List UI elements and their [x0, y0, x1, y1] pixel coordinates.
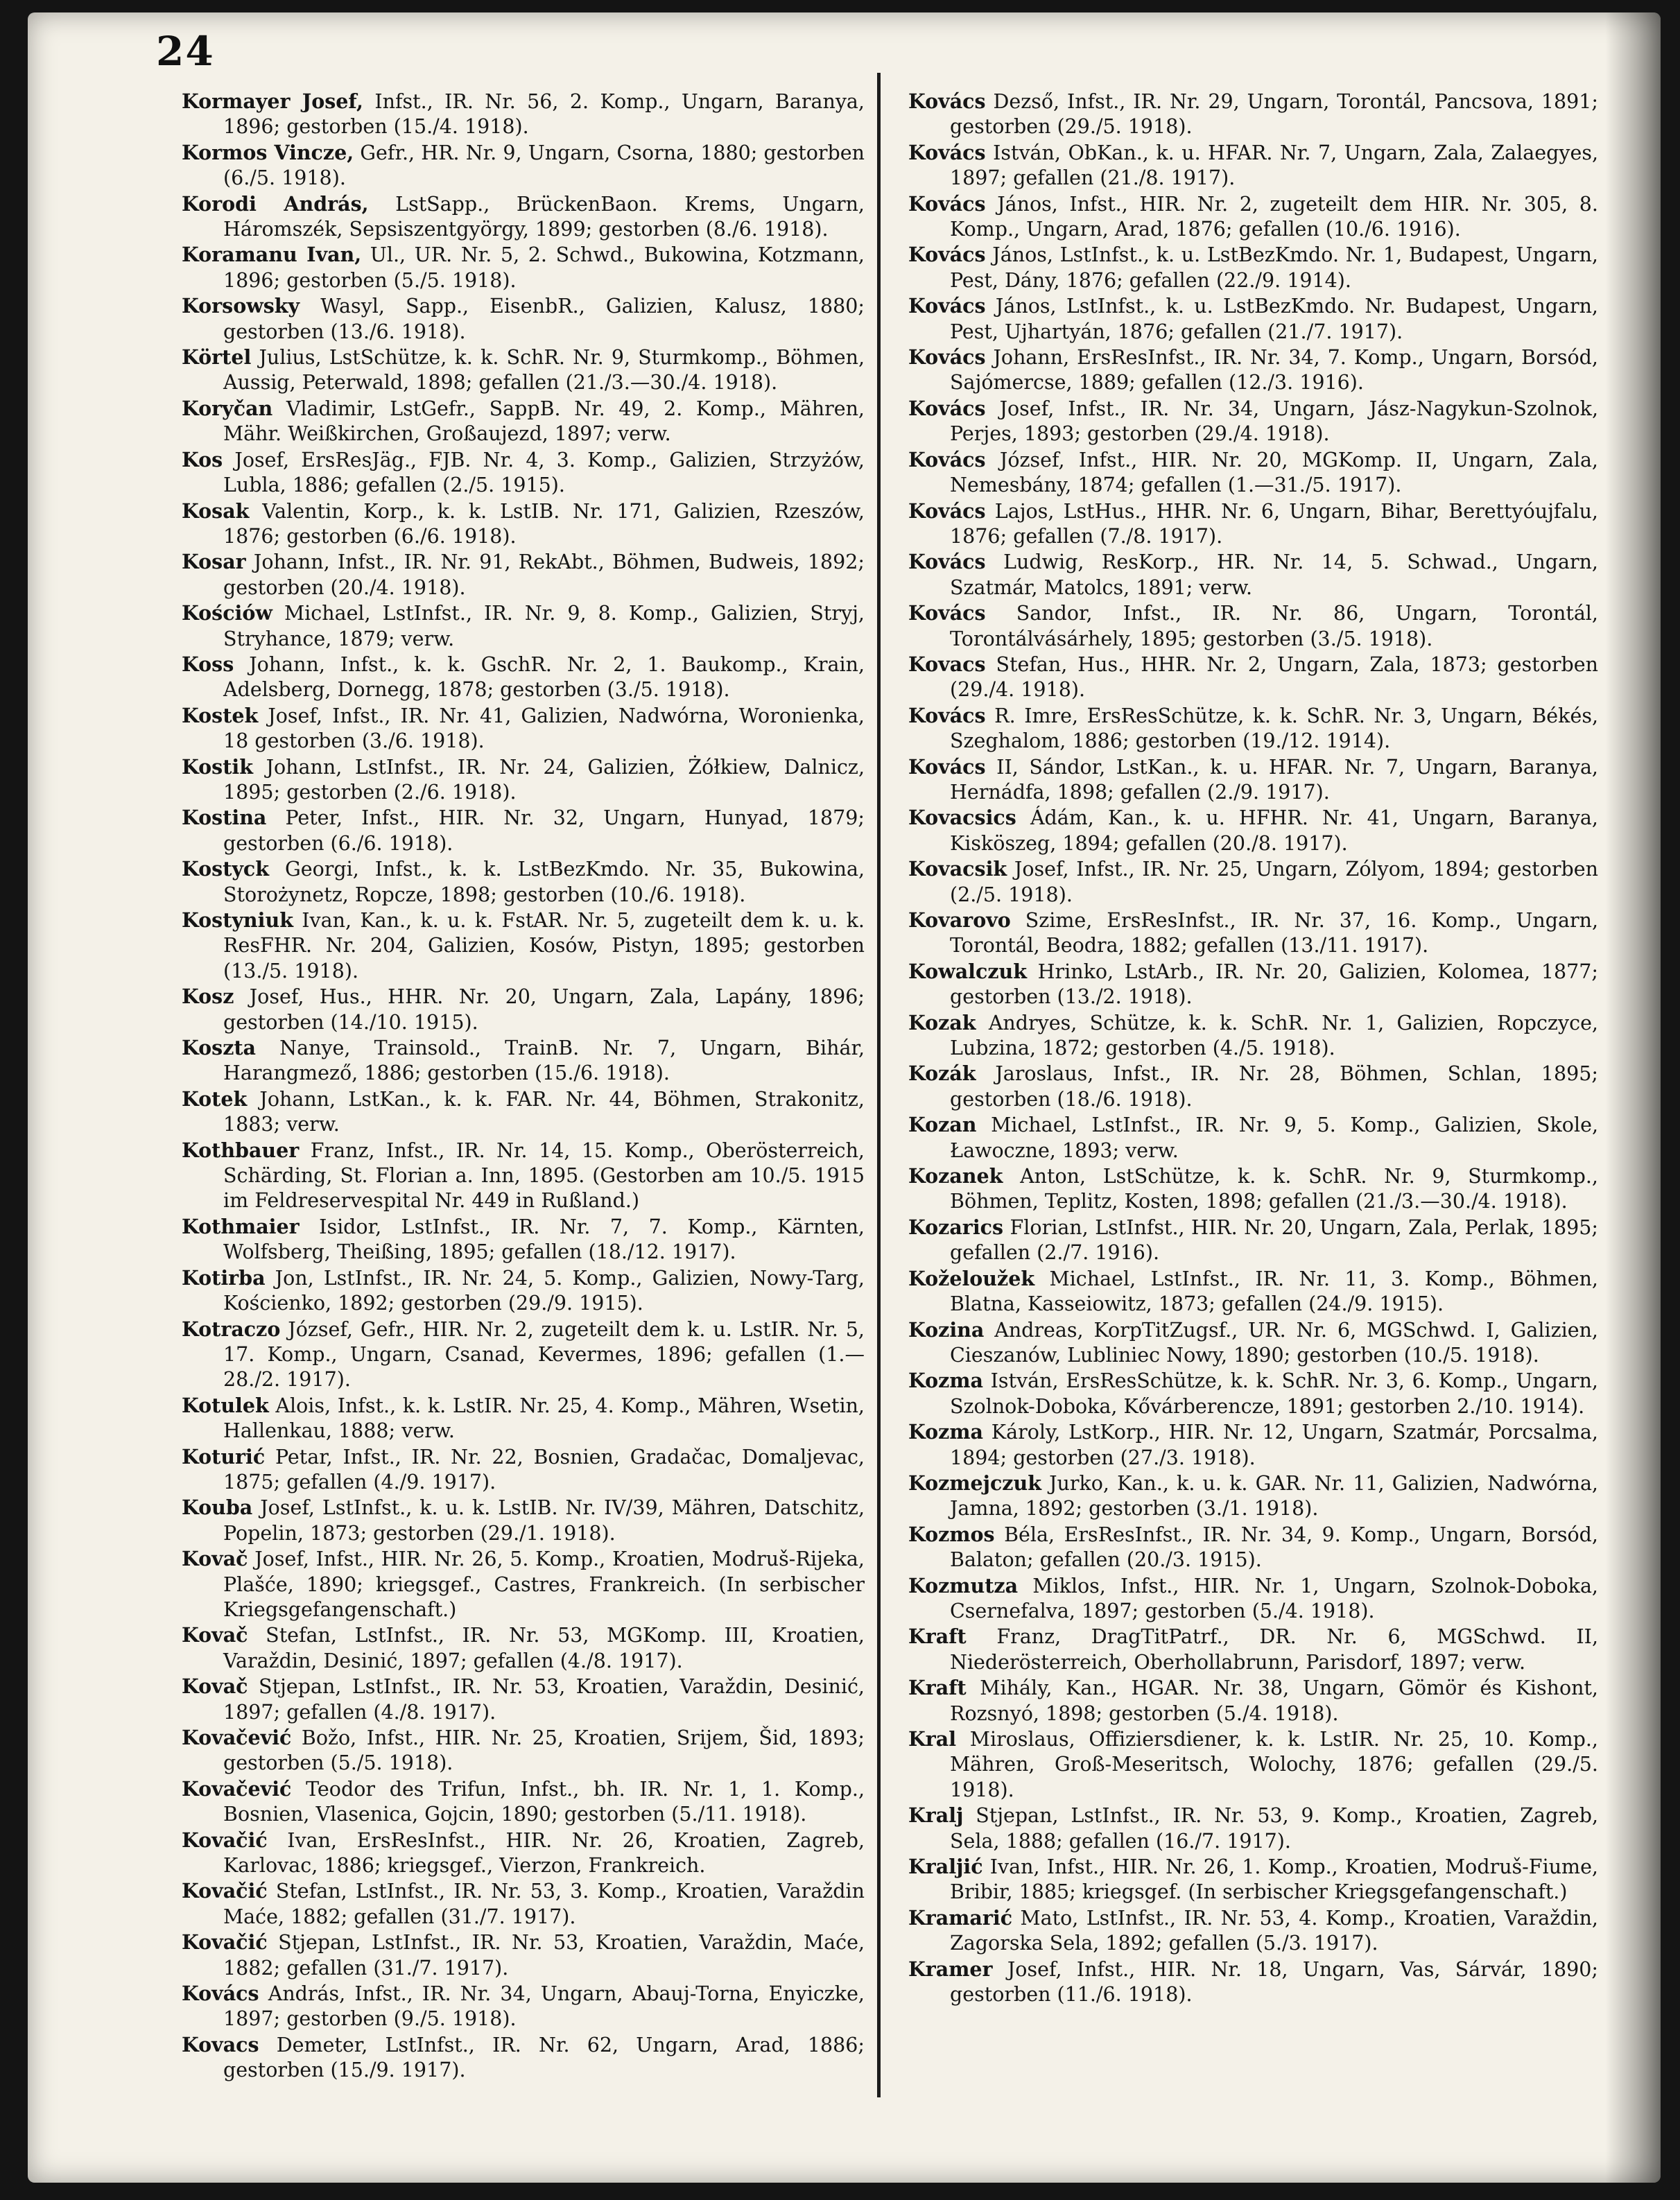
list-entry	[908, 1419, 1598, 1471]
list-entry	[182, 1776, 865, 1828]
entry-surname: Kozina	[908, 1317, 985, 1342]
entry-details: Johann, Infst., k. k. GschR. Nr. 2, 1. Baukomp., Krain, Adelsberg, Dornegg, 1878; gestorben (3./5. 1918).	[223, 652, 865, 702]
list-entry	[908, 1317, 1598, 1369]
entry-surname: Kovács	[908, 550, 986, 574]
entry-details: Josef, Infst., HIR. Nr. 26, 5. Komp., Kroatien, Modruš-Rijeka, Plašće, 1890; kriegsgef., Castres, Frankreich. (In serbischer Kriegsgefangenschaft.)	[223, 1548, 865, 1621]
entry-surname: Kormos Vincze,	[182, 140, 354, 164]
entry-surname: Kovács	[908, 294, 986, 318]
entry-surname: Kovacs	[908, 652, 986, 676]
entry-surname: Kozarics	[908, 1215, 1004, 1239]
entry-details: Božo, Infst., HIR. Nr. 25, Kroatien, Srijem, Šid, 1893; gestorben (5./5. 1918).	[223, 1726, 865, 1775]
list-entry	[908, 1905, 1598, 1957]
entry-surname: Kovács	[908, 601, 986, 625]
list-entry	[182, 396, 865, 447]
list-entry	[182, 447, 865, 499]
list-entry	[908, 242, 1598, 293]
list-entry	[908, 600, 1598, 652]
entry-surname: Kostek	[182, 703, 259, 727]
entry-details: Josef, LstInfst., k. u. k. LstIB. Nr. IV/39, Mähren, Datschitz, Popelin, 1873; gestorben (29./1. 1918).	[223, 1496, 865, 1545]
list-entry	[908, 549, 1598, 600]
list-entry	[182, 600, 865, 652]
list-entry	[182, 1444, 865, 1496]
list-entry	[908, 1957, 1598, 2008]
entry-details: Anton, LstSchütze, k. k. SchR. Nr. 9, Sturmkomp., Böhmen, Teplitz, Kosten, 1898; gefallen (21./3.—30./4. 1918).	[950, 1165, 1598, 1213]
entry-details: András, Infst., IR. Nr. 34, Ungarn, Abauj-Torna, Enyiczke, 1897; gestorben (9./5. 1918).	[223, 1982, 865, 2031]
entry-details: Jurko, Kan., k. u. k. GAR. Nr. 11, Galizien, Nadwórna, Jamna, 1892; gestorben (3./1. 1918).	[950, 1471, 1598, 1521]
entry-details: II, Sándor, LstKan., k. u. HFAR. Nr. 7, Ungarn, Baranya, Hernádfa, 1898; gefallen (2./9. 1917).	[950, 755, 1598, 804]
entry-details: Stefan, LstInfst., IR. Nr. 53, MGKomp. III, Kroatien, Varaždin, Desinić, 1897; gefallen (4./8. 1917).	[223, 1624, 865, 1672]
entry-details: R. Imre, ErsResSchütze, k. k. SchR. Nr. 3, Ungarn, Békés, Szeghalom, 1886; gestorben (19./12. 1914).	[950, 704, 1598, 753]
entry-details: Mihály, Kan., HGAR. Nr. 38, Ungarn, Gömör és Kishont, Rozsnyó, 1898; gestorben (5./4. 1918).	[950, 1677, 1598, 1725]
entry-surname: Kral	[908, 1727, 957, 1751]
entry-details: János, LstInfst., k. u. LstBezKmdo. Nr. 1, Budapest, Ungarn, Pest, Dány, 1876; gefallen (22./9. 1914).	[950, 243, 1598, 292]
entry-surname: Kozmos	[908, 1522, 995, 1546]
entry-details: Johann, LstInfst., IR. Nr. 24, Galizien, Żółkiew, Dalnicz, 1895; gestorben (2./6. 1918).	[223, 755, 865, 804]
entry-details: Valentin, Korp., k. k. LstIB. Nr. 171, Galizien, Rzeszów, 1876; gestorben (6./6. 1918).	[223, 499, 865, 548]
left-column	[182, 89, 865, 2084]
entry-surname: Kovarovo	[908, 908, 1011, 932]
list-entry	[182, 754, 865, 806]
entry-surname: Kraft	[908, 1676, 967, 1700]
entry-surname: Koryčan	[182, 396, 273, 420]
entry-surname: Kosz	[182, 985, 234, 1009]
entry-surname: Korodi András,	[182, 191, 369, 216]
entry-surname: Kovacsics	[908, 806, 1016, 830]
list-entry	[182, 1930, 865, 1981]
entry-surname: Kovač	[182, 1674, 248, 1699]
list-entry	[182, 2032, 865, 2084]
entry-details: Gefr., HR. Nr. 9, Ungarn, Csorna, 1880; gestorben (6./5. 1918).	[223, 141, 865, 190]
list-entry	[182, 1265, 865, 1317]
list-entry	[908, 1471, 1598, 1522]
entry-details: Lajos, LstHus., HHR. Nr. 6, Ungarn, Bihar, Berettyóujfalu, 1876; gefallen (7./8. 1917).	[950, 499, 1598, 548]
list-entry	[908, 856, 1598, 908]
list-entry	[908, 1368, 1598, 1419]
entry-details: Miroslaus, Offiziersdiener, k. k. LstIR. Nr. 25, 10. Komp., Mähren, Groß-Meseritsch, Wolochy, 1876; gefallen (29./5. 1918).	[950, 1728, 1598, 1801]
entry-surname: Kothmaier	[182, 1214, 300, 1238]
list-entry	[182, 89, 865, 140]
entry-details: István, ObKan., k. u. HFAR. Nr. 7, Ungarn, Zala, Zalaegyes, 1897; gefallen (21./8. 1917).	[950, 141, 1598, 190]
entry-details: Stefan, Hus., HHR. Nr. 2, Ungarn, Zala, 1873; gestorben (29./4. 1918).	[950, 652, 1598, 702]
entry-surname: Kotirba	[182, 1265, 266, 1290]
list-entry	[182, 1725, 865, 1776]
entry-surname: Kovačić	[182, 1930, 268, 1955]
entry-surname: Kouba	[182, 1496, 253, 1520]
entry-details: Josef, Infst., IR. Nr. 41, Galizien, Nadwórna, Woronienka, 18 gestorben (3./6. 1918).	[223, 704, 865, 753]
entry-details: Ádám, Kan., k. u. HFHR. Nr. 41, Ungarn, Baranya, Kisköszeg, 1894; gefallen (20./8. 1917).	[950, 806, 1598, 855]
entry-details: Petar, Infst., IR. Nr. 22, Bosnien, Gradačac, Domaljevac, 1875; gefallen (4./9. 1917).	[223, 1445, 865, 1493]
entry-surname: Kormayer Josef,	[182, 89, 363, 113]
entry-details: Josef, Hus., HHR. Nr. 20, Ungarn, Zala, Lapány, 1896; gestorben (14./10. 1915).	[223, 985, 865, 1034]
entry-details: Mato, LstInfst., IR. Nr. 53, 4. Komp., Kroatien, Varaždin, Zagorska Sela, 1892; gefallen (5./3. 1917).	[950, 1906, 1598, 1955]
list-entry	[182, 805, 865, 856]
list-entry	[182, 1086, 865, 1138]
entry-surname: Kozmejczuk	[908, 1471, 1041, 1495]
entry-details: Demeter, LstInfst., IR. Nr. 62, Ungarn, Arad, 1886; gestorben (15./9. 1917).	[223, 2033, 865, 2082]
entry-details: János, LstInfst., k. u. LstBezKmdo. Nr. Budapest, Ungarn, Pest, Ujhartyán, 1876; gefallen (21./7. 1917).	[950, 295, 1598, 343]
entry-details: Alois, Infst., k. k. LstIR. Nr. 25, 4. Komp., Mähren, Wsetin, Hallenkau, 1888; verw.	[223, 1394, 865, 1443]
entry-surname: Kovacs	[182, 2032, 259, 2056]
entry-surname: Kozanek	[908, 1164, 1003, 1188]
entry-details: Johann, ErsResInfst., IR. Nr. 34, 7. Komp., Ungarn, Borsód, Sajómercse, 1889; gefallen (12./3. 1916).	[950, 346, 1598, 395]
entry-details: Andryes, Schütze, k. k. SchR. Nr. 1, Galizien, Ropczyce, Lubzina, 1872; gestorben (4./5. 1918).	[950, 1011, 1598, 1060]
entry-details: Nanye, Trainsold., TrainB. Nr. 7, Ungarn, Bihár, Harangmező, 1886; gestorben (15./6. 1918).	[223, 1037, 865, 1085]
entry-details: Michael, LstInfst., IR. Nr. 9, 8. Komp., Galizien, Stryj, Stryhance, 1879; verw.	[223, 602, 865, 650]
entry-details: Michael, LstInfst., IR. Nr. 11, 3. Komp., Böhmen, Blatna, Kasseiowitz, 1873; gefallen (24./9. 1915).	[950, 1267, 1598, 1316]
entry-surname: Kovačević	[182, 1726, 292, 1749]
list-entry	[182, 293, 865, 345]
entry-surname: Kovács	[908, 396, 986, 420]
entry-details: Ivan, ErsResInfst., HIR. Nr. 26, Kroatien, Zagreb, Karlovac, 1886; kriegsgef., Vierzon, Frankreich.	[223, 1828, 865, 1878]
entry-surname: Kovács	[908, 345, 986, 370]
entry-details: Jaroslaus, Infst., IR. Nr. 28, Böhmen, Schlan, 1895; gestorben (18./6. 1918).	[950, 1062, 1598, 1111]
entry-details: István, ErsResSchütze, k. k. SchR. Nr. 3, 6. Komp., Ungarn, Szolnok-Doboka, Kővárberencze, 1891; gestorben 2./10. 1914).	[950, 1369, 1598, 1418]
list-entry	[182, 1674, 865, 1725]
entry-surname: Koramanu Ivan,	[182, 243, 362, 267]
list-entry	[908, 1266, 1598, 1317]
list-entry	[182, 1214, 865, 1265]
list-entry	[182, 1138, 865, 1214]
entry-surname: Kovács	[908, 243, 986, 267]
entry-surname: Kozan	[908, 1113, 977, 1137]
entry-surname: Kramarić	[908, 1905, 1013, 1930]
entry-surname: Kovačić	[182, 1879, 268, 1903]
list-entry	[908, 396, 1598, 447]
entry-surname: Kovács	[908, 191, 986, 216]
list-entry	[182, 499, 865, 550]
entry-surname: Kovačić	[182, 1828, 268, 1852]
list-entry	[908, 447, 1598, 499]
entry-details: Isidor, LstInfst., IR. Nr. 7, 7. Komp., Kärnten, Wolfsberg, Theißing, 1895; gefallen (18./12. 1917).	[223, 1215, 865, 1264]
list-entry	[182, 549, 865, 600]
list-entry	[908, 1854, 1598, 1905]
entry-surname: Kovačević	[182, 1776, 292, 1801]
entry-details: Sandor, Infst., IR. Nr. 86, Ungarn, Torontál, Torontálvásárhely, 1895; gestorben (3./5. 1918).	[950, 602, 1598, 650]
list-entry	[908, 1675, 1598, 1726]
entry-details: János, Infst., HIR. Nr. 2, zugeteilt dem HIR. Nr. 305, 8. Komp., Ungarn, Arad, 1876; gefallen (10./6. 1916).	[950, 192, 1598, 241]
entry-details: Stefan, LstInfst., IR. Nr. 53, 3. Komp., Kroatien, Varaždin Maće, 1882; gefallen (31./7. 1917).	[223, 1880, 865, 1928]
entry-surname: Kostyck	[182, 857, 270, 881]
list-entry	[908, 1163, 1598, 1215]
entry-details: Béla, ErsResInfst., IR. Nr. 34, 9. Komp., Ungarn, Borsód, Balaton; gefallen (20./3. 1915).	[950, 1523, 1598, 1572]
entry-details: Stjepan, LstInfst., IR. Nr. 53, Kroatien, Varaždin, Maće, 1882; gefallen (31./7. 1917).	[223, 1931, 865, 1980]
list-entry	[182, 1495, 865, 1546]
entry-surname: Kralj	[908, 1803, 964, 1828]
list-entry	[182, 345, 865, 396]
list-entry	[908, 191, 1598, 243]
entry-surname: Kostina	[182, 806, 267, 830]
list-entry	[182, 984, 865, 1035]
entry-details: Stjepan, LstInfst., IR. Nr. 53, Kroatien, Varaždin, Desinić, 1897; gefallen (4./8. 1917).	[223, 1675, 865, 1724]
entry-details: Julius, LstSchütze, k. k. SchR. Nr. 9, Sturmkomp., Böhmen, Aussig, Peterwald, 1898; gefallen (21./3.—30./4. 1918).	[223, 346, 865, 395]
list-entry	[908, 1803, 1598, 1854]
list-entry	[182, 242, 865, 293]
entry-details: Franz, Infst., IR. Nr. 14, 15. Komp., Oberösterreich, Schärding, St. Florian a. Inn, 1895. (Gestorben am 10./5. 1915 im Feldreservespital Nr. 449 in Rußland.)	[223, 1138, 865, 1213]
entry-surname: Kovač	[182, 1623, 248, 1647]
list-entry	[908, 293, 1598, 345]
entry-details: Miklos, Infst., HIR. Nr. 1, Ungarn, Szolnok-Doboka, Csernefalva, 1897; gestorben (5./4. 1918).	[950, 1574, 1598, 1622]
entry-surname: Kraljić	[908, 1855, 983, 1879]
list-entry	[908, 805, 1598, 856]
list-entry	[908, 703, 1598, 754]
list-entry	[182, 1393, 865, 1444]
entry-details: Peter, Infst., HIR. Nr. 32, Ungarn, Hunyad, 1879; gestorben (6./6. 1918).	[223, 806, 865, 855]
list-entry	[908, 1573, 1598, 1625]
entry-details: Josef, ErsResJäg., FJB. Nr. 4, 3. Komp., Galizien, Strzyżów, Lubla, 1886; gefallen (2./5. 1915).	[223, 448, 865, 497]
list-entry	[182, 1981, 865, 2032]
page-edge-shadow	[1605, 12, 1661, 2183]
right-column	[908, 89, 1598, 2007]
list-entry	[908, 908, 1598, 959]
entry-surname: Kozák	[908, 1062, 976, 1086]
entry-details: Johann, LstKan., k. k. FAR. Nr. 44, Böhmen, Strakonitz, 1883; verw.	[223, 1087, 865, 1136]
entry-details: Josef, Infst., IR. Nr. 25, Ungarn, Zólyom, 1894; gestorben (2./5. 1918).	[950, 858, 1598, 906]
list-entry	[908, 1061, 1598, 1112]
entry-surname: Kozma	[908, 1420, 983, 1444]
list-entry	[182, 908, 865, 984]
entry-details: Ivan, Kan., k. u. k. FstAR. Nr. 5, zugeteilt dem k. u. k. ResFHR. Nr. 204, Galizien, Kosów, Pistyn, 1895; gestorben (13./5. 1918).	[223, 909, 865, 982]
entry-details: Hrinko, LstArb., IR. Nr. 20, Galizien, Kolomea, 1877; gestorben (13./2. 1918).	[950, 960, 1598, 1009]
list-entry	[182, 140, 865, 191]
entry-surname: Kostyniuk	[182, 908, 293, 932]
entry-surname: Kosak	[182, 499, 250, 523]
entry-details: LstSapp., BrückenBaon. Krems, Ungarn, Háromszék, Sepsiszentgyörgy, 1899; gestorben (8./6. 1918).	[223, 192, 865, 241]
entry-details: Ul., UR. Nr. 5, 2. Schwd., Bukowina, Kotzmann, 1896; gestorben (5./5. 1918).	[223, 243, 865, 292]
entry-surname: Koturić	[182, 1444, 266, 1469]
entry-surname: Kovács	[908, 754, 986, 779]
entry-surname: Kowalczuk	[908, 959, 1027, 983]
entry-details: Jon, LstInfst., IR. Nr. 24, 5. Komp., Galizien, Nowy-Targ, Kościenko, 1892; gestorben (29./9. 1915).	[223, 1266, 865, 1315]
list-entry	[908, 345, 1598, 396]
entry-details: Stjepan, LstInfst., IR. Nr. 53, 9. Komp., Kroatien, Zagreb, Sela, 1888; gefallen (16./7. 1917).	[950, 1804, 1598, 1853]
list-entry	[182, 191, 865, 243]
entry-surname: Kovács	[908, 499, 986, 523]
page-number: 24	[156, 28, 215, 75]
entry-details: Georgi, Infst., k. k. LstBezKmdo. Nr. 35, Bukowina, Storożynetz, Ropcze, 1898; gestorben (10./6. 1918).	[223, 858, 865, 906]
entry-surname: Kovács	[908, 447, 986, 471]
entry-details: Teodor des Trifun, Infst., bh. IR. Nr. 1, 1. Komp., Bosnien, Vlasenica, Gojcin, 1890; gestorben (5./11. 1918).	[223, 1777, 865, 1826]
list-entry	[182, 652, 865, 703]
list-entry	[182, 1546, 865, 1622]
list-entry	[182, 1035, 865, 1086]
column-divider	[877, 73, 881, 2097]
entry-surname: Kozma	[908, 1369, 983, 1393]
list-entry	[908, 1215, 1598, 1266]
entry-surname: Kozak	[908, 1010, 976, 1034]
entry-details: Szime, ErsResInfst., IR. Nr. 37, 16. Komp., Ungarn, Torontál, Beodra, 1882; gefallen (13./11. 1917).	[950, 909, 1598, 958]
entry-details: József, Gefr., HIR. Nr. 2, zugeteilt dem k. u. LstIR. Nr. 5, 17. Komp., Ungarn, Csanad, Kevermes, 1896; gefallen (1.—28./2. 1917).	[223, 1317, 865, 1392]
entry-details: Wasyl, Sapp., EisenbR., Galizien, Kalusz, 1880; gestorben (13./6. 1918).	[223, 295, 865, 343]
entry-surname: Kothbauer	[182, 1138, 300, 1162]
list-entry	[908, 89, 1598, 140]
entry-details: Michael, LstInfst., IR. Nr. 9, 5. Komp., Galizien, Skole, Ławoczne, 1893; verw.	[950, 1114, 1598, 1162]
entry-details: Florian, LstInfst., HIR. Nr. 20, Ungarn, Zala, Perlak, 1895; gefallen (2./7. 1916).	[950, 1215, 1598, 1265]
entry-surname: Körtel	[182, 345, 252, 370]
list-entry	[182, 1828, 865, 1879]
entry-surname: Korsowsky	[182, 294, 300, 318]
entry-surname: Koszta	[182, 1036, 257, 1060]
list-entry	[908, 754, 1598, 806]
list-entry	[908, 1522, 1598, 1573]
entry-surname: Kovács	[182, 1982, 259, 2006]
list-entry	[908, 499, 1598, 550]
entry-details: Vladimir, LstGefr., SappB. Nr. 49, 2. Komp., Mähren, Mähr. Weißkirchen, Großaujezd, 1897; verw.	[223, 397, 865, 446]
list-entry	[908, 1624, 1598, 1675]
entry-surname: Kosar	[182, 550, 246, 574]
list-entry	[182, 1317, 865, 1393]
entry-details: Ludwig, ResKorp., HR. Nr. 14, 5. Schwad., Ungarn, Szatmár, Matolcs, 1891; verw.	[950, 551, 1598, 599]
entry-surname: Kramer	[908, 1957, 993, 1981]
entry-details: Andreas, KorpTitZugsf., UR. Nr. 6, MGSchwd. I, Galizien, Cieszanów, Lubliniec Nowy, 1890; gestorben (10./5. 1918).	[950, 1318, 1598, 1367]
entry-details: Franz, DragTitPatrf., DR. Nr. 6, MGSchwd. II, Niederösterreich, Oberhollabrunn, Parisdorf, 1897; verw.	[950, 1625, 1598, 1674]
list-entry	[182, 1622, 865, 1674]
entry-surname: Koss	[182, 652, 234, 676]
list-entry	[908, 1112, 1598, 1163]
entry-details: József, Infst., HIR. Nr. 20, MGKomp. II, Ungarn, Zala, Nemesbány, 1874; gefallen (1.—31./5. 1917).	[950, 448, 1598, 497]
entry-details: Károly, LstKorp., HIR. Nr. 12, Ungarn, Szatmár, Porcsalma, 1894; gestorben (27./3. 1918).	[950, 1421, 1598, 1469]
entry-surname: Koželoužek	[908, 1266, 1035, 1290]
entry-surname: Kos	[182, 447, 223, 471]
entry-details: Josef, Infst., HIR. Nr. 18, Ungarn, Vas, Sárvár, 1890; gestorben (11./6. 1918).	[950, 1957, 1598, 2007]
list-entry	[908, 1010, 1598, 1062]
list-entry	[908, 140, 1598, 191]
entry-surname: Kraft	[908, 1625, 967, 1649]
entry-surname: Kotek	[182, 1086, 248, 1111]
list-entry	[182, 1878, 865, 1930]
list-entry	[908, 652, 1598, 703]
list-entry	[182, 703, 865, 754]
entry-surname: Kotulek	[182, 1393, 269, 1417]
entry-details: Ivan, Infst., HIR. Nr. 26, 1. Komp., Kroatien, Modruš-Fiume, Bribir, 1885; kriegsgef. (In serbischer Kriegsgefangenschaft.)	[950, 1855, 1598, 1904]
entry-details: Johann, Infst., IR. Nr. 91, RekAbt., Böhmen, Budweis, 1892; gestorben (20./4. 1918).	[223, 551, 865, 599]
entry-surname: Kovacsik	[908, 857, 1007, 881]
entry-surname: Kozmutza	[908, 1573, 1019, 1597]
entry-details: Infst., IR. Nr. 56, 2. Komp., Ungarn, Baranya, 1896; gestorben (15./4. 1918).	[223, 90, 865, 139]
list-entry	[908, 1726, 1598, 1803]
entry-surname: Kovač	[182, 1547, 248, 1571]
entry-surname: Kovács	[908, 140, 986, 164]
entry-details: Josef, Infst., IR. Nr. 34, Ungarn, Jász-Nagykun-Szolnok, Perjes, 1893; gestorben (29./4. 1918).	[950, 397, 1598, 446]
entry-surname: Kovács	[908, 703, 986, 727]
list-entry	[908, 959, 1598, 1010]
entry-details: Dezső, Infst., IR. Nr. 29, Ungarn, Torontál, Pancsova, 1891; gestorben (29./5. 1918).	[950, 90, 1598, 139]
list-entry	[182, 856, 865, 908]
entry-surname: Kovács	[908, 89, 986, 113]
entry-surname: Kostik	[182, 754, 253, 779]
entry-surname: Kościów	[182, 601, 272, 625]
entry-surname: Kotraczo	[182, 1317, 281, 1341]
